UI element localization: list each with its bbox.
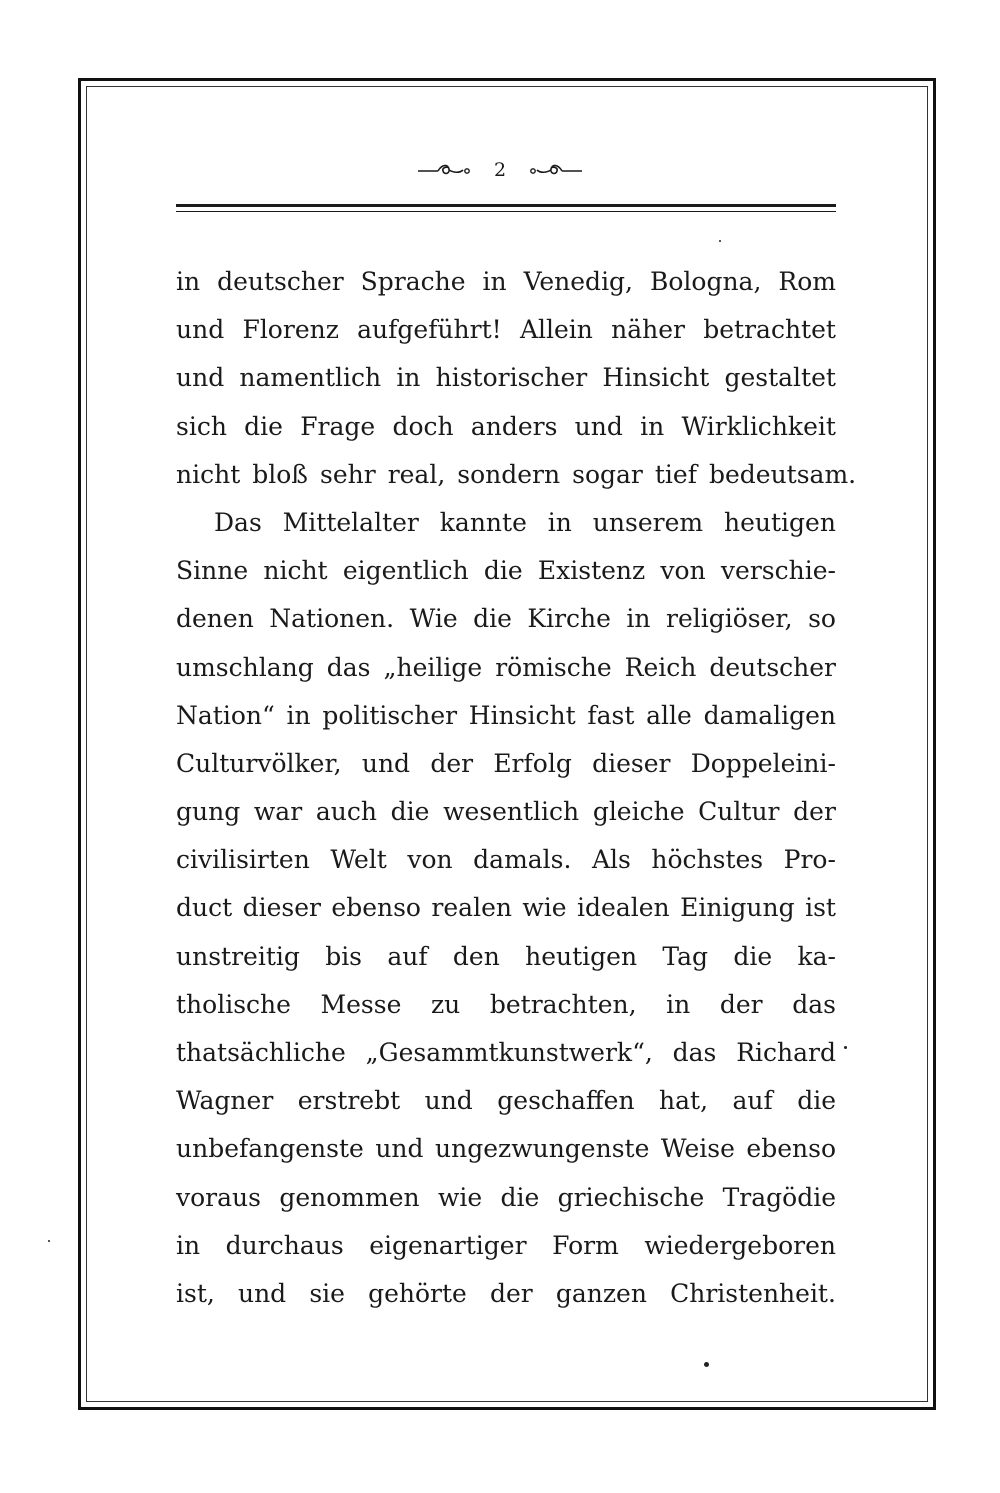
text-line: denen Nationen. Wie die Kirche in religiöser, so (176, 604, 836, 634)
text-line: in deutscher Sprache in Venedig, Bologna, Rom (176, 267, 836, 296)
scan-speck (844, 1046, 847, 1049)
text-line: tholische Messe zu betrachten, in der das (176, 989, 836, 1019)
header-rule-thin (176, 211, 836, 212)
scan-speck (704, 1362, 709, 1367)
text-line: Sinne nicht eigentlich die Existenz von verschie- (176, 556, 836, 586)
right-ornament-icon (528, 161, 584, 179)
text-line: duct dieser ebenso realen wie idealen Einigung ist (176, 893, 836, 923)
text-line: in durchaus eigenartiger Form wiedergeboren (176, 1230, 836, 1260)
text-line: civilisirten Welt von damals. Als höchstes Pro- (176, 845, 836, 875)
text-line: gung war auch die wesentlich gleiche Cultur der (176, 797, 836, 827)
text-line: Das Mittelalter kannte in unserem heutigen (214, 507, 836, 537)
text-line: Culturvölker, und der Erfolg dieser Doppeleini- (176, 748, 836, 778)
scan-speck (48, 1240, 50, 1242)
text-line: und Florenz aufgeführt! Allein näher betrachtet (176, 315, 836, 345)
text-line: und namentlich in historischer Hinsicht gestaltet (176, 363, 836, 393)
text-line: nicht bloß sehr real, sondern sogar tief bedeutsam. (176, 459, 857, 489)
text-line: voraus genommen wie die griechische Tragödie (176, 1182, 836, 1212)
text-line: unstreitig bis auf den heutigen Tag die ka- (176, 941, 836, 971)
text-line: unbefangenste und ungezwungenste Weise ebenso (176, 1134, 836, 1164)
scan-speck (719, 240, 721, 242)
page-number: 2 (493, 159, 507, 181)
page-header (0, 152, 1000, 188)
text-line: sich die Frage doch anders und in Wirklichkeit (176, 411, 836, 441)
body-text (176, 258, 857, 1318)
left-ornament-icon (416, 161, 472, 179)
text-line: Wagner erstrebt und geschaffen hat, auf die (176, 1086, 836, 1116)
text-line: umschlang das „heilige römische Reich deutscher (176, 652, 836, 682)
text-line: Nation“ in politischer Hinsicht fast alle damaligen (176, 700, 836, 730)
text-line: thatsächliche „Gesammtkunstwerk“, das Richard (176, 1038, 836, 1067)
text-line: ist, und sie gehörte der ganzen Christenheit. (176, 1278, 836, 1308)
header-rule-thick (176, 204, 836, 207)
